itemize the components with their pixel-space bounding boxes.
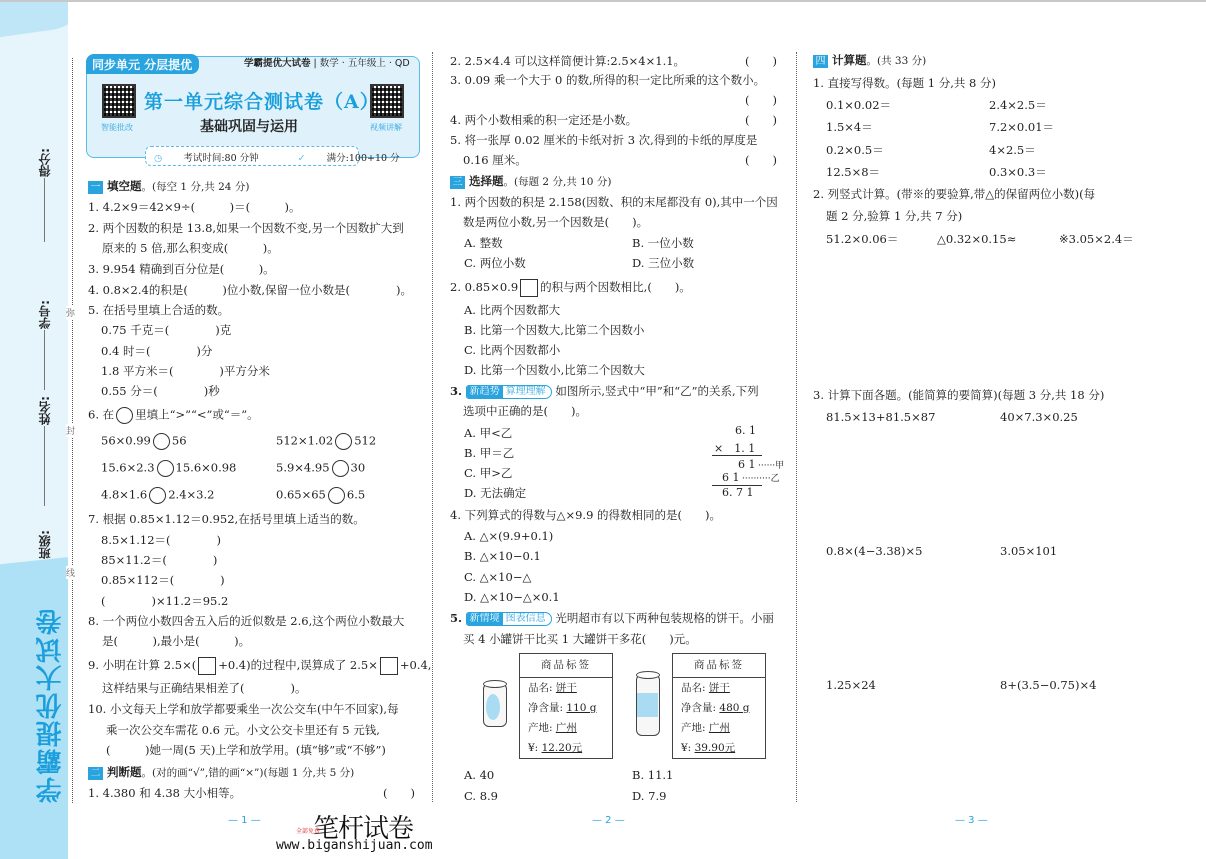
compare-circle[interactable] bbox=[149, 487, 166, 504]
blank-box bbox=[380, 657, 398, 675]
compare-circle[interactable] bbox=[157, 460, 174, 477]
answer-paren[interactable]: ( ) bbox=[745, 54, 777, 68]
calc-item: 81.5×13+81.5×87 bbox=[826, 410, 936, 424]
option[interactable]: D. 三位小数 bbox=[632, 256, 695, 270]
question: 5. 将一张厚 0.02 厘米的卡纸对折 3 次,得到的卡纸的厚度是 bbox=[450, 133, 758, 147]
option[interactable]: B. 11.1 bbox=[632, 768, 674, 782]
calc-item: 0.3×0.3＝ bbox=[989, 165, 1047, 179]
calc-item: △0.32×0.15≈ bbox=[937, 232, 1017, 246]
question: 4. 0.8×2.4的积是( )位小数,保留一位小数是( )。 bbox=[88, 283, 412, 297]
fill-item: 0.75 千克＝( )克 bbox=[101, 323, 232, 337]
section-3-header: 三 选择题。(每题 2 分,共 10 分) bbox=[450, 174, 611, 189]
fill-item: 0.4 时＝( )分 bbox=[101, 344, 213, 358]
option[interactable]: B. 甲＝乙 bbox=[464, 446, 515, 460]
calc-item: 12.5×8＝ bbox=[826, 165, 881, 179]
option[interactable]: A. 甲<乙 bbox=[464, 426, 513, 440]
series-name: 学霸提优大试卷 bbox=[244, 58, 311, 69]
section-badge: 四 bbox=[813, 55, 828, 68]
calc-item: 0.8×(4−3.38)×5 bbox=[826, 544, 923, 558]
check-icon: ✓ bbox=[297, 153, 306, 164]
option[interactable]: B. 比第一个因数大,比第二个因数小 bbox=[464, 323, 645, 337]
question: 3. 新趋势 算理理解 如图所示,竖式中“甲”和“乙”的关系,下列 bbox=[450, 384, 759, 398]
question: 10. 小文每天上学和放学都要乘坐一次公交车(中午不回家),每 bbox=[88, 702, 399, 716]
question: 9. 小明在计算 2.5×( +0.4)的过程中,误算成了 2.5× +0.4, bbox=[88, 657, 431, 675]
option[interactable]: D. 无法确定 bbox=[464, 486, 527, 500]
blank-box bbox=[198, 657, 216, 675]
clock-icon: ◷ bbox=[154, 153, 163, 164]
calc-item: 7.2×0.01＝ bbox=[989, 120, 1055, 134]
option[interactable]: C. 比两个因数都小 bbox=[464, 343, 561, 357]
calc-item: 40×7.3×0.25 bbox=[1000, 410, 1078, 424]
question-cont: 数是两位小数,另一个因数是( )。 bbox=[463, 215, 649, 229]
fill-item: 1.8 平方米＝( )平方分米 bbox=[101, 364, 270, 378]
test-subtitle: 基础巩固与运用 bbox=[200, 119, 298, 135]
section-1-header: 一 填空题。(每空 1 分,共 24 分) bbox=[88, 179, 249, 194]
calc-item: 2.4×2.5＝ bbox=[989, 98, 1047, 112]
option[interactable]: D. 比第一个因数小,比第二个因数大 bbox=[464, 363, 645, 377]
series-info: 学霸提优大试卷 | 数学 · 五年级上 · QD bbox=[244, 58, 410, 69]
answer-paren[interactable]: ( ) bbox=[383, 786, 415, 800]
product-label-small: 商品标签 品名: 饼干 净含量: 110 g 产地: 广州 ¥: 12.20元 bbox=[519, 653, 613, 759]
calc-item: 1.5×4＝ bbox=[826, 120, 873, 134]
top-border bbox=[0, 0, 1206, 2]
answer-paren[interactable]: ( ) bbox=[745, 93, 777, 107]
qr-left-label: 智能批改 bbox=[101, 123, 133, 132]
full-score: 满分:100+10 分 bbox=[326, 153, 400, 164]
question-cont: 原来的 5 倍,那么积变成( )。 bbox=[102, 241, 279, 255]
compare-item: 5.9×4.95 30 bbox=[276, 460, 365, 477]
question-cont: 买 4 小罐饼干比买 1 大罐饼干多花( )元。 bbox=[463, 632, 697, 646]
fill-item: ( )×11.2＝95.2 bbox=[101, 594, 229, 608]
option[interactable]: C. 甲>乙 bbox=[464, 466, 513, 480]
question: 1. 两个因数的积是 2.158(因数、积的末尾都没有 0),其中一个因 bbox=[450, 195, 778, 209]
section-badge: 三 bbox=[450, 176, 465, 189]
question-cont: ( )她一周(5 天)上学和放学用。(填“够”或“不够”) bbox=[106, 743, 386, 757]
student-id-field-label: 学号: bbox=[38, 300, 52, 329]
option[interactable]: D. △×10−△×0.1 bbox=[464, 590, 560, 604]
test-title: 第一单元综合测试卷（A） bbox=[144, 91, 380, 113]
question: 4. 下列算式的得数与△×9.9 的得数相同的是( )。 bbox=[450, 508, 722, 522]
question-cont: 是( ),最小是( )。 bbox=[102, 634, 251, 648]
question: 2. 两个因数的积是 13.8,如果一个因数不变,另一个因数扩大到 bbox=[88, 221, 404, 235]
score-field-label: 得分: bbox=[38, 148, 52, 177]
compare-circle[interactable] bbox=[332, 460, 349, 477]
question: 6. 在 里填上“>”“<”或“＝”。 bbox=[88, 407, 259, 424]
section-4-header: 四 计算题。(共 33 分) bbox=[813, 53, 926, 68]
qr-right-label: 视频讲解 bbox=[370, 123, 402, 132]
section-2-header: 二 判断题。(对的画“√”,错的画“×”)(每题 1 分,共 5 分) bbox=[88, 765, 354, 780]
question: 5. 在括号里填上合适的数。 bbox=[88, 303, 230, 317]
question: 3. 9.954 精确到百分位是( )。 bbox=[88, 262, 275, 276]
product-label-large: 商品标签 品名: 饼干 净含量: 480 g 产地: 广州 ¥: 39.90元 bbox=[672, 653, 766, 759]
page-number: — 2 — bbox=[592, 815, 625, 826]
calc-item: 0.2×0.5＝ bbox=[826, 143, 884, 157]
blank-box bbox=[520, 279, 538, 297]
brand-vertical: 学霸提优大试卷 bbox=[36, 607, 66, 803]
question-cont: 0.16 厘米。 bbox=[463, 153, 527, 167]
section-badge: 一 bbox=[88, 181, 103, 194]
option[interactable]: B. △×10−0.1 bbox=[464, 549, 541, 563]
large-can-icon bbox=[636, 674, 660, 736]
page-number: — 1 — bbox=[228, 815, 261, 826]
exam-time: 考试时间:80 分钟 bbox=[183, 153, 259, 164]
calc-item: 0.1×0.02＝ bbox=[826, 98, 892, 112]
question: 1. 4.2×9＝42×9÷( )＝( )。 bbox=[88, 200, 301, 214]
answer-paren[interactable]: ( ) bbox=[745, 153, 777, 167]
fill-item: 8.5×1.12＝( ) bbox=[101, 533, 222, 547]
question-cont: 乘一次公交车需花 0.6 元。小文公交卡里还有 5 元钱, bbox=[106, 723, 380, 737]
trend-tag: 新趋势 算理理解 bbox=[466, 385, 552, 399]
option[interactable]: A. 比两个因数都大 bbox=[464, 303, 561, 317]
question: 8. 一个两位小数四舍五入后的近似数是 2.6,这个两位小数最大 bbox=[88, 614, 405, 628]
name-field-line[interactable] bbox=[44, 426, 45, 506]
fill-item: 85×11.2＝( ) bbox=[101, 553, 218, 567]
watermark-tag: 全部免费 bbox=[296, 828, 321, 835]
question: 3. 0.09 乘一个大于 0 的数,所得的积一定比所乘的这个数小。 bbox=[450, 73, 766, 87]
fill-item: 0.85×112＝( ) bbox=[101, 573, 225, 587]
compare-circle[interactable] bbox=[335, 433, 352, 450]
name-field-label: 姓名: bbox=[38, 396, 52, 425]
decorative-wave bbox=[0, 2, 68, 39]
section-badge: 二 bbox=[88, 767, 103, 780]
column-divider bbox=[432, 52, 433, 802]
compare-item: 15.6×2.3 15.6×0.98 bbox=[101, 460, 236, 477]
option[interactable]: C. 8.9 bbox=[464, 789, 498, 803]
option[interactable]: A. △×(9.9+0.1) bbox=[464, 529, 554, 543]
question: 2. 2.5×4.4 可以这样简便计算:2.5×4×1.1。 bbox=[450, 54, 686, 68]
question: 2. 0.85×0.9 的积与两个因数相比,( )。 bbox=[450, 279, 691, 297]
page-number: — 3 — bbox=[955, 815, 988, 826]
option[interactable]: C. 两位小数 bbox=[464, 256, 526, 270]
compare-item: 4.8×1.6 2.4×3.2 bbox=[101, 487, 214, 504]
column-divider bbox=[796, 52, 797, 802]
option[interactable]: D. 7.9 bbox=[632, 789, 667, 803]
sub-question: 2. 列竖式计算。(带※的要验算,带△的保留两位小数)(每 bbox=[813, 187, 1096, 201]
sub-question: 1. 直接写得数。(每题 1 分,共 8 分) bbox=[813, 76, 997, 90]
class-field-label: 班级: bbox=[38, 530, 52, 559]
compare-item: 0.65×65 6.5 bbox=[276, 487, 365, 504]
question-cont: 选项中正确的是( )。 bbox=[463, 404, 587, 418]
small-can-icon bbox=[483, 683, 507, 727]
qr-code-icon[interactable] bbox=[102, 84, 136, 118]
watermark-url[interactable]: www.biganshijuan.com bbox=[276, 838, 433, 853]
score-field-line[interactable] bbox=[44, 178, 45, 242]
sub-question: 3. 计算下面各题。(能简算的要简算)(每题 3 分,共 18 分) bbox=[813, 388, 1105, 402]
fill-item: 0.55 分＝( )秒 bbox=[101, 384, 220, 398]
question: 4. 两个小数相乘的积一定还是小数。 bbox=[450, 113, 638, 127]
question: 7. 根据 0.85×1.12＝0.952,在括号里填上适当的数。 bbox=[88, 512, 365, 526]
calc-item: 8+(3.5−0.75)×4 bbox=[1000, 678, 1097, 692]
calc-item: 1.25×24 bbox=[826, 678, 876, 692]
seal-word: 线 bbox=[66, 566, 75, 579]
compare-circle[interactable] bbox=[153, 433, 170, 450]
calc-item: ※3.05×2.4＝ bbox=[1059, 232, 1134, 246]
sub-question-cont: 题 2 分,验算 1 分,共 7 分) bbox=[826, 209, 963, 223]
subject-grade: 数学 · 五年级上 · QD bbox=[319, 58, 410, 69]
question-cont: 这样结果与正确结果相差了( )。 bbox=[102, 681, 307, 695]
exam-info bbox=[145, 146, 400, 166]
option[interactable]: A. 40 bbox=[464, 768, 495, 782]
compare-item: 56×0.99 56 bbox=[101, 433, 187, 450]
context-tag: 新情境 图表信息 bbox=[466, 612, 552, 626]
compare-item: 512×1.02 512 bbox=[276, 433, 376, 450]
calc-item: 4×2.5＝ bbox=[989, 143, 1036, 157]
answer-paren[interactable]: ( ) bbox=[745, 113, 777, 127]
seal-word: 弥 bbox=[66, 306, 75, 319]
compare-circle[interactable] bbox=[328, 487, 345, 504]
calc-item: 51.2×0.06＝ bbox=[826, 232, 899, 246]
seal-word: 封 bbox=[66, 424, 75, 437]
watermark-title: 笔杆试卷 bbox=[313, 814, 414, 844]
calc-item: 3.05×101 bbox=[1000, 544, 1058, 558]
student-id-field-line[interactable] bbox=[44, 330, 45, 390]
question: 5. 新情境 图表信息 光明超市有以下两种包装规格的饼干。小丽 bbox=[450, 611, 774, 625]
question: 1. 4.380 和 4.38 大小相等。 bbox=[88, 786, 242, 800]
option[interactable]: B. 一位小数 bbox=[632, 236, 694, 250]
option[interactable]: A. 整数 bbox=[464, 236, 503, 250]
unit-tab: 同步单元 分层提优 bbox=[86, 54, 199, 74]
option[interactable]: C. △×10−△ bbox=[464, 570, 532, 584]
compare-circle bbox=[116, 407, 133, 424]
